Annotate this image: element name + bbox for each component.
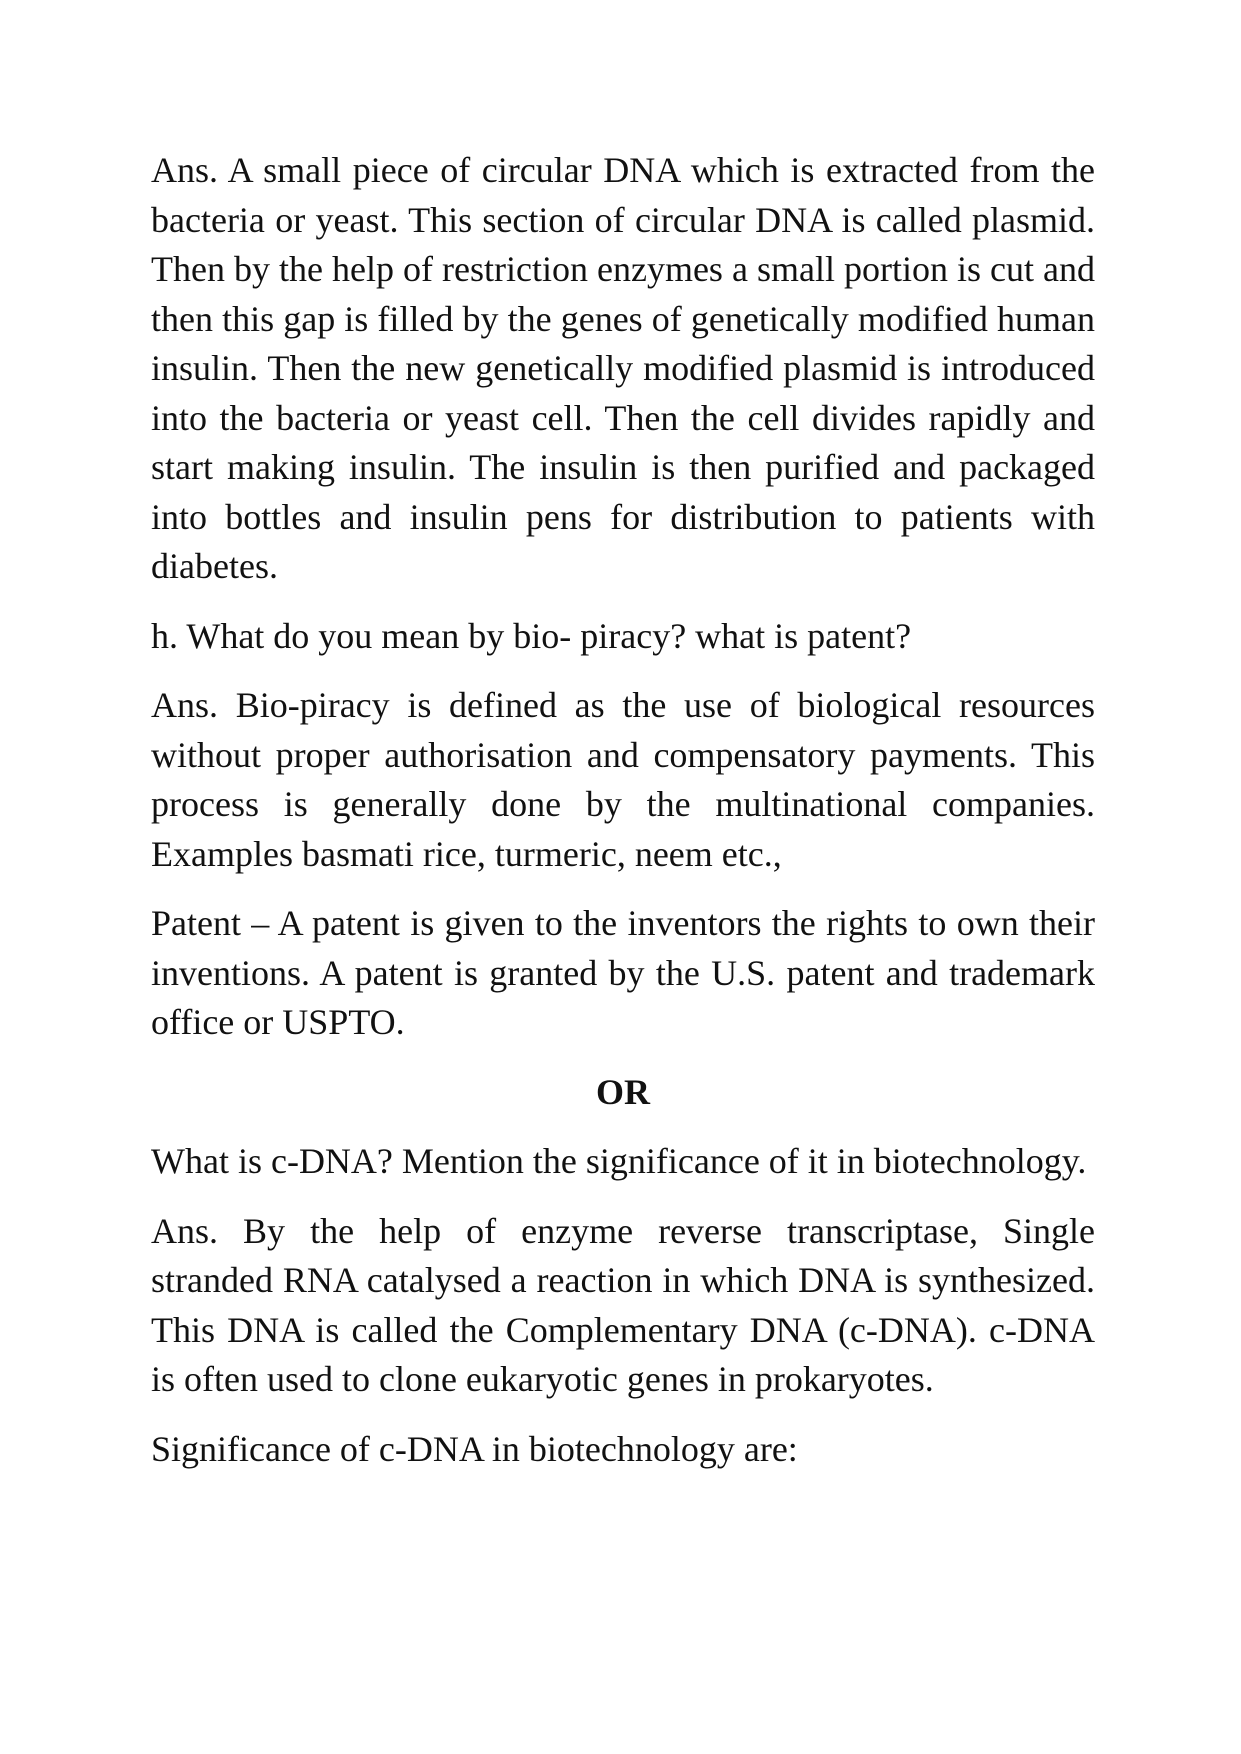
answer-patent: Patent – A patent is given to the inventors the rights to own their inventions. A patent is granted by the U.S. patent and trademark office or USPTO. [151, 903, 1095, 1042]
question-h-biopiracy: h. What do you mean by bio- piracy? what is patent? [151, 615, 912, 656]
answer-insulin-production: Ans. A small piece of circular DNA which is extracted from the bacteria or yeast. This section of circular DNA is called plasmid. Then by the help of restriction enzymes a small portion is cut and then this gap is filled by the genes of genetically modified human insulin. Then the new genetically modified plasmid is introduced into the bacteria or yeast cell. Then the cell divides rapidly and start making insulin. The insulin is then purified and packaged into bottles and insulin pens for distribution to patients with diabetes. [151, 150, 1095, 586]
page-content [151, 146, 1095, 1494]
or-heading: OR [596, 1071, 650, 1112]
question-cdna: What is c-DNA? Mention the significance of it in biotechnology. [151, 1141, 1087, 1181]
significance-heading: Significance of c-DNA in biotechnology are: [151, 1428, 798, 1469]
answer-cdna: Ans. By the help of enzyme reverse transcriptase, Single stranded RNA catalysed a reaction in which DNA is synthesized. This DNA is called the Complementary DNA (c-DNA). c-DNA is often used to clone eukaryotic genes in prokaryotes. [151, 1210, 1095, 1399]
answer-biopiracy: Ans. Bio-piracy is defined as the use of biological resources without proper authorisation and compensatory payments. This process is generally done by the multinational companies. Examples basmati rice, turmeric, neem etc., [151, 685, 1095, 874]
